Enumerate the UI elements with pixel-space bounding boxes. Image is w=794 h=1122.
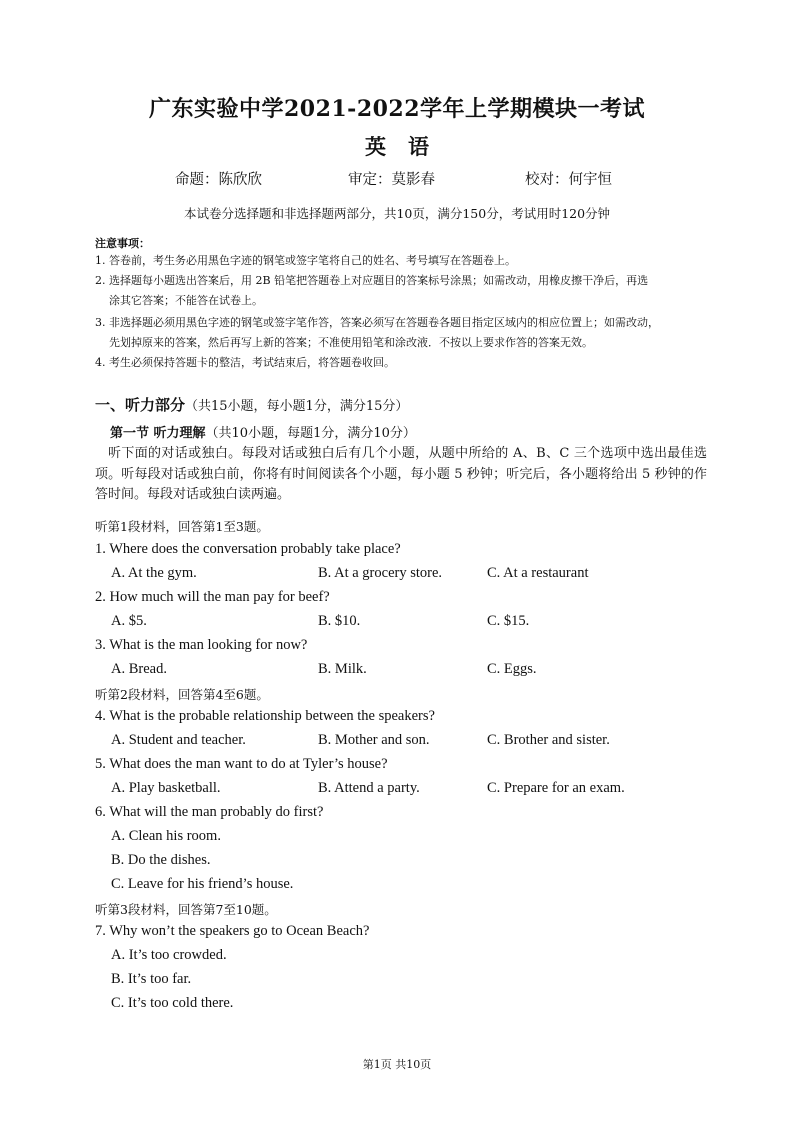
option-a: A. It’s too crowded. (111, 947, 227, 963)
setter-line: 命题：陈欣欣 (175, 172, 262, 188)
note-text: 选择题每小题选出答案后，用 2B 铅笔把答题卷上对应题目的答案标号涂黑；如需改动，用橡皮擦干净后，再选 (109, 274, 649, 287)
option-c: C. It’s too cold there. (111, 995, 234, 1011)
question-stem: 6. What will the man probably do first? (95, 804, 324, 820)
note-item (95, 271, 705, 311)
note-item (95, 353, 705, 373)
option-b: B. It’s too far. (111, 971, 192, 987)
material-instruction: 听第2段材料，回答第4至6题。 (95, 687, 269, 702)
part-title: 第一节 听力理解 (110, 426, 206, 441)
option-b: B. Attend a party. (318, 780, 420, 796)
question-stem: 5. What does the man want to do at Tyler’s house? (95, 756, 388, 772)
exam-title: 广东实验中学2021-2022学年上学期模块一考试 (148, 96, 646, 122)
note-text: 考生必须保持答题卡的整洁，考试结束后，将答题卷收回。 (109, 356, 395, 369)
note-item (95, 313, 705, 353)
option-c: C. Brother and sister. (487, 732, 610, 748)
option-a: A. $5. (111, 613, 147, 629)
listening-directions: 听下面的对话或独白。每段对话或独白后有几个小题，从题中所给的 A、B、C 三个选项中选出最佳选项。听每段对话或独白前，你将有时间阅读各个小题，每小题 5 秒钟；听完后，各小题将给出 5 秒钟的作答时间。每段对话或独白读两遍。 (95, 446, 707, 502)
option-b: B. $10. (318, 613, 361, 629)
proofreader-line: 校对：何宇恒 (525, 172, 612, 188)
subject-title: 英语 (365, 134, 451, 159)
note-text-continued: 先划掉原来的答案，然后再写上新的答案；不准使用铅笔和涂改液．不按以上要求作答的答案无效。 (109, 336, 593, 349)
option-c: C. Eggs. (487, 661, 537, 677)
notes-title: 注意事项： (95, 237, 150, 250)
material-instruction: 听第1段材料，回答第1至3题。 (95, 519, 269, 534)
reviewer-line: 审定：莫影春 (348, 172, 435, 188)
question-stem: 3. What is the man looking for now? (95, 637, 308, 653)
option-c: C. $15. (487, 613, 530, 629)
option-b: B. At a grocery store. (318, 565, 443, 581)
question-stem: 7. Why won’t the speakers go to Ocean Beach? (95, 923, 370, 939)
material-instruction: 听第3段材料，回答第7至10题。 (95, 902, 277, 917)
option-a: A. Student and teacher. (111, 732, 246, 748)
note-text-continued: 涂其它答案；不能答在试卷上。 (109, 294, 263, 307)
exam-intro: 本试卷分选择题和非选择题两部分，共10页，满分150分，考试用时120分钟 (183, 206, 611, 221)
option-a: A. At the gym. (111, 565, 197, 581)
option-c: C. Prepare for an exam. (487, 780, 625, 796)
page-footer: 第1页 共10页 (362, 1058, 432, 1071)
question-stem: 1. Where does the conversation probably take place? (95, 541, 401, 557)
note-number: 2. (95, 274, 106, 287)
option-c: C. At a restaurant (487, 565, 589, 581)
option-b: B. Do the dishes. (111, 852, 211, 868)
option-a: A. Clean his room. (111, 828, 221, 844)
note-number: 1. (95, 254, 106, 267)
section-title: 一、听力部分 (95, 396, 186, 414)
option-a: A. Bread. (111, 661, 167, 677)
note-text: 答卷前，考生务必用黑色字迹的钢笔或签字笔将自己的姓名、考号填写在答题卷上。 (109, 254, 516, 267)
part-heading (110, 422, 416, 441)
part-meta: （共10小题，每题1分，满分10分） (205, 426, 416, 441)
question-stem: 2. How much will the man pay for beef? (95, 589, 330, 605)
option-a: A. Play basketball. (111, 780, 221, 796)
option-c: C. Leave for his friend’s house. (111, 876, 294, 892)
section-heading (95, 394, 408, 415)
section-meta: （共15小题，每小题1分，满分15分） (185, 399, 409, 414)
note-text: 非选择题必须用黑色字迹的钢笔或签字笔作答，答案必须写在答题卷各题目指定区域内的相应位置上；如需改动， (109, 316, 659, 329)
question-stem: 4. What is the probable relationship between the speakers? (95, 708, 435, 724)
note-item (95, 251, 705, 271)
note-number: 3. (95, 316, 106, 329)
option-b: B. Milk. (318, 661, 367, 677)
option-b: B. Mother and son. (318, 732, 430, 748)
note-number: 4. (95, 356, 106, 369)
